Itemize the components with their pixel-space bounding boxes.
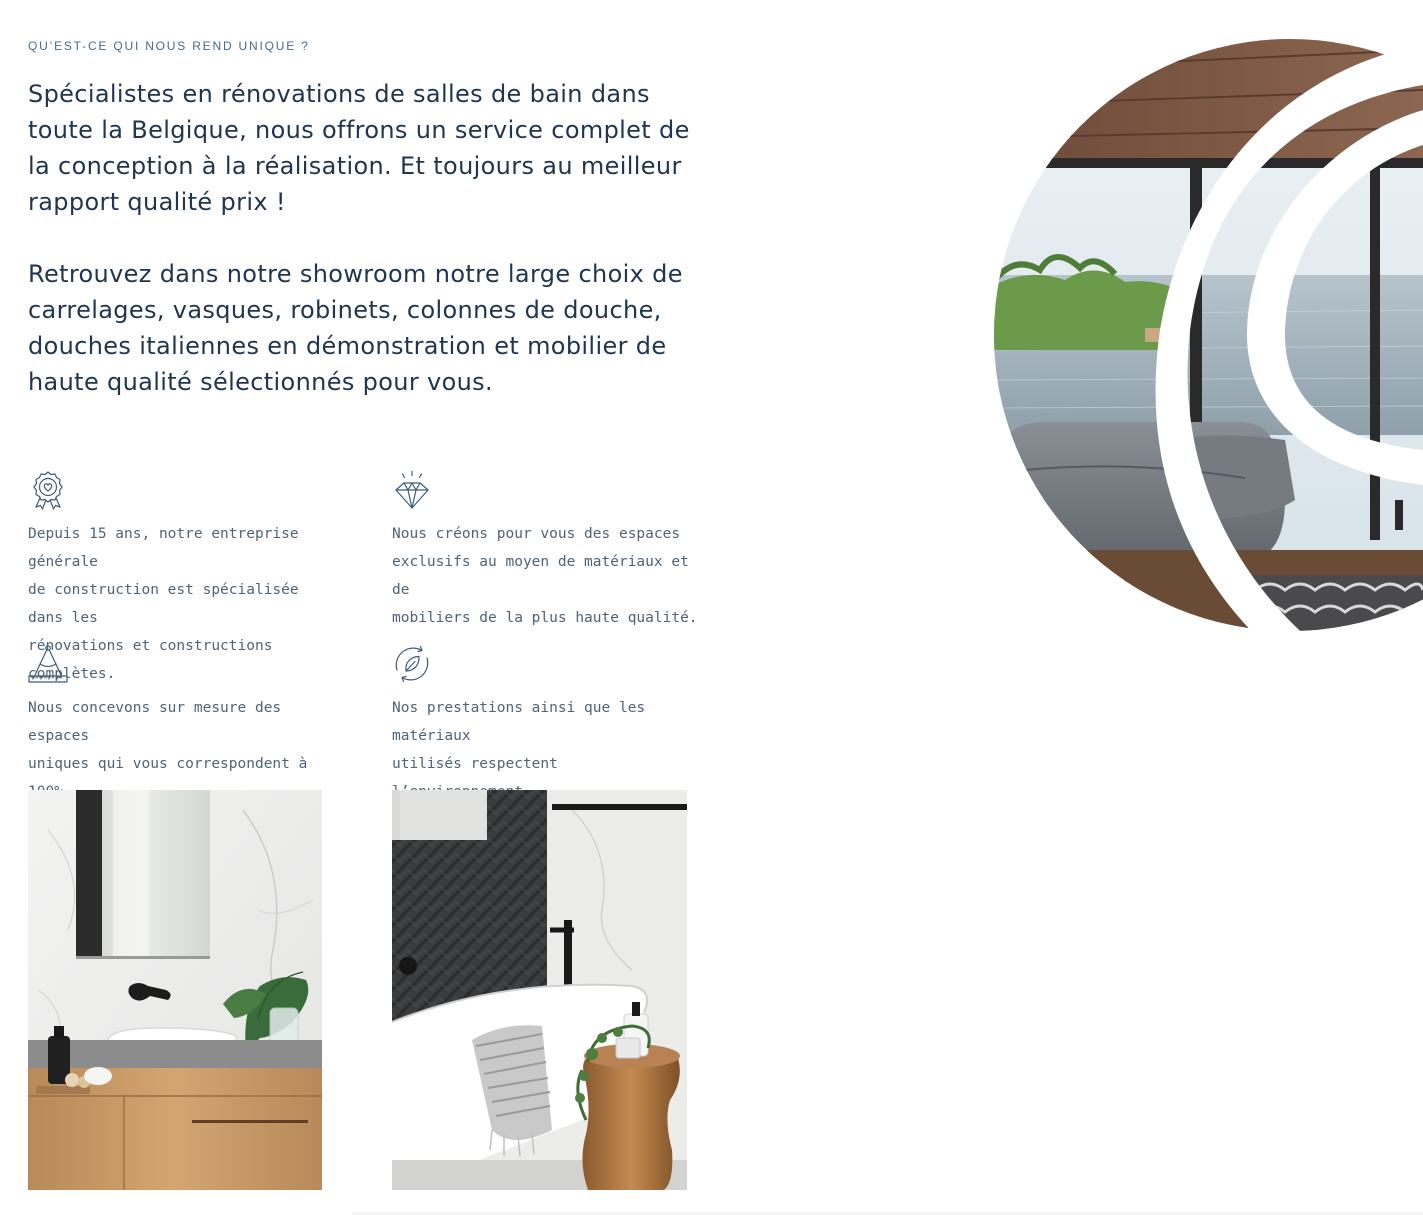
feature-custom-design xyxy=(28,644,338,806)
feature-environment xyxy=(392,644,702,806)
feature-custom-design-text: Nous concevons sur mesure des espaces uniques qui vous correspondent à xyxy=(28,700,308,772)
diamond-icon xyxy=(392,470,432,510)
bathtub-photo xyxy=(392,790,687,1190)
intro-paragraph-showroom: Retrouvez dans notre showroom notre large choix de carrelages, vasques, robinets, colonnes de douche, douches italiennes en démonstration et mobilier de haute qualité sélectionnés pour vous. xyxy=(28,260,683,396)
section-intro xyxy=(28,76,693,400)
living-room-lake-view-graphic xyxy=(985,30,1423,640)
section-eyebrow: QU’EST-CE QUI NOUS REND UNIQUE ? xyxy=(28,39,310,53)
intro-paragraph-specialists: Spécialistes en rénovations de salles de bain dans toute la Belgique, nous offrons un service complet de la conception à la réalisation. Et toujours au meilleur rapport qualité prix ! xyxy=(28,80,690,216)
award-rosette-icon xyxy=(28,470,68,510)
drafting-compass-icon xyxy=(28,644,68,684)
bathroom-vanity-illustration xyxy=(28,790,322,1190)
feature-environment-text: Nos prestations ainsi que les matériaux utilisés respectent xyxy=(392,700,646,772)
feature-quality xyxy=(392,470,702,632)
bathroom-vanity-photo xyxy=(28,790,322,1190)
bathtub-illustration xyxy=(392,790,687,1190)
feature-quality-text: Nous créons pour vous des espaces exclusifs au moyen de matériaux et de mobiliers de la plus haute qualité. xyxy=(392,526,698,626)
feature-experience-text: Depuis 15 ans, notre entreprise générale de construction est spécialisée dans les rénovations et constructions complètes. xyxy=(28,526,299,682)
eco-leaf-cycle-icon xyxy=(392,644,432,684)
living-room-lake-view-illustration xyxy=(985,30,1423,640)
